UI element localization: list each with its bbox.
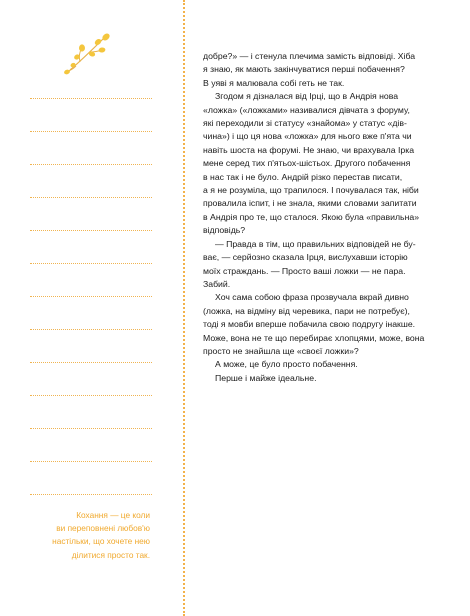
- note-line: [30, 296, 152, 297]
- note-line: [30, 329, 152, 330]
- text-line: добре?» — і стенула плечима замість відповіді. Хіба: [203, 51, 416, 61]
- text-line: в Андрія про те, що сталося. Якою була «правильна»: [203, 211, 420, 222]
- quote-line: настільки, що хочете нею: [52, 536, 150, 547]
- text-line: мене серед тих п'ятьох-шістьох. Другого побачення: [203, 158, 411, 169]
- text-line: провалила іспит, і не знала, якими словами запитати: [203, 198, 417, 209]
- text-line: тоді я мовби вперше побачила свою подругу інакше.: [203, 319, 416, 330]
- text-line: які переходили зі статусу «знайома» у статус «дів-: [203, 118, 407, 129]
- text-line: ває, — серйозно сказала Ірця, вислухавши історію: [203, 252, 408, 263]
- dotted-column-divider: [183, 0, 185, 616]
- note-line: [30, 197, 152, 198]
- text-line: я знаю, як мають закінчуватися перші побачення?: [203, 64, 405, 75]
- text-line: (ложка, на відміну від черевика, пари не потребує),: [203, 305, 410, 316]
- note-line: [30, 395, 152, 396]
- text-line: навіть шоста на форумі. Не знаю, чи врахувала Ірка: [203, 144, 415, 155]
- quote-line: ділитися просто так.: [71, 549, 150, 560]
- text-line: В уяві я малювала собі геть не так.: [203, 77, 345, 88]
- text-line: Забий.: [203, 278, 231, 289]
- text-line: Хоч сама собою фраза прозвучала вкрай дивно: [215, 292, 409, 303]
- note-line: [30, 164, 152, 165]
- text-line: Перше і майже ідеальне.: [215, 372, 317, 383]
- note-line: [30, 98, 152, 99]
- note-line: [30, 461, 152, 462]
- note-line: [30, 131, 152, 132]
- quote-line: Кохання — це коли: [76, 510, 150, 520]
- text-line: моїх страждань. — Просто ваші ложки — не пара.: [203, 265, 406, 276]
- note-line: [30, 230, 152, 231]
- notes-lines: [30, 98, 152, 498]
- text-line: «ложка» («ложками» називалися дівчата з форуму,: [203, 104, 410, 115]
- note-line: [30, 263, 152, 264]
- note-line: [30, 428, 152, 429]
- text-line: А може, це було просто побачення.: [215, 359, 358, 370]
- text-line: Може, вона не те що перебирає хлопцями, може, вона: [203, 332, 425, 343]
- text-line: Згодом я дізналася від Ірці, що в Андрія нова: [215, 91, 399, 102]
- note-line: [30, 362, 152, 363]
- margin-quote: [32, 509, 150, 562]
- text-line: відповідь?: [203, 225, 246, 236]
- text-line: в нас так і не було. Андрій різко перестав писати,: [203, 171, 403, 182]
- mimosa-sprig-icon: [62, 30, 112, 76]
- text-line: просто не знайшла ще «своєї ложки»?: [203, 345, 359, 356]
- note-line: [30, 494, 152, 495]
- quote-line: ви переповнені любов'ю: [56, 523, 150, 534]
- body-text: [203, 50, 447, 385]
- text-line: а я не розуміла, що трапилося. І почувалася так, ніби: [203, 185, 419, 196]
- text-line: — Правда в тім, що правильних відповідей не бу-: [215, 238, 416, 249]
- text-line: чина») і що ця нова «ложка» для нього вже п'ята чи: [203, 131, 412, 142]
